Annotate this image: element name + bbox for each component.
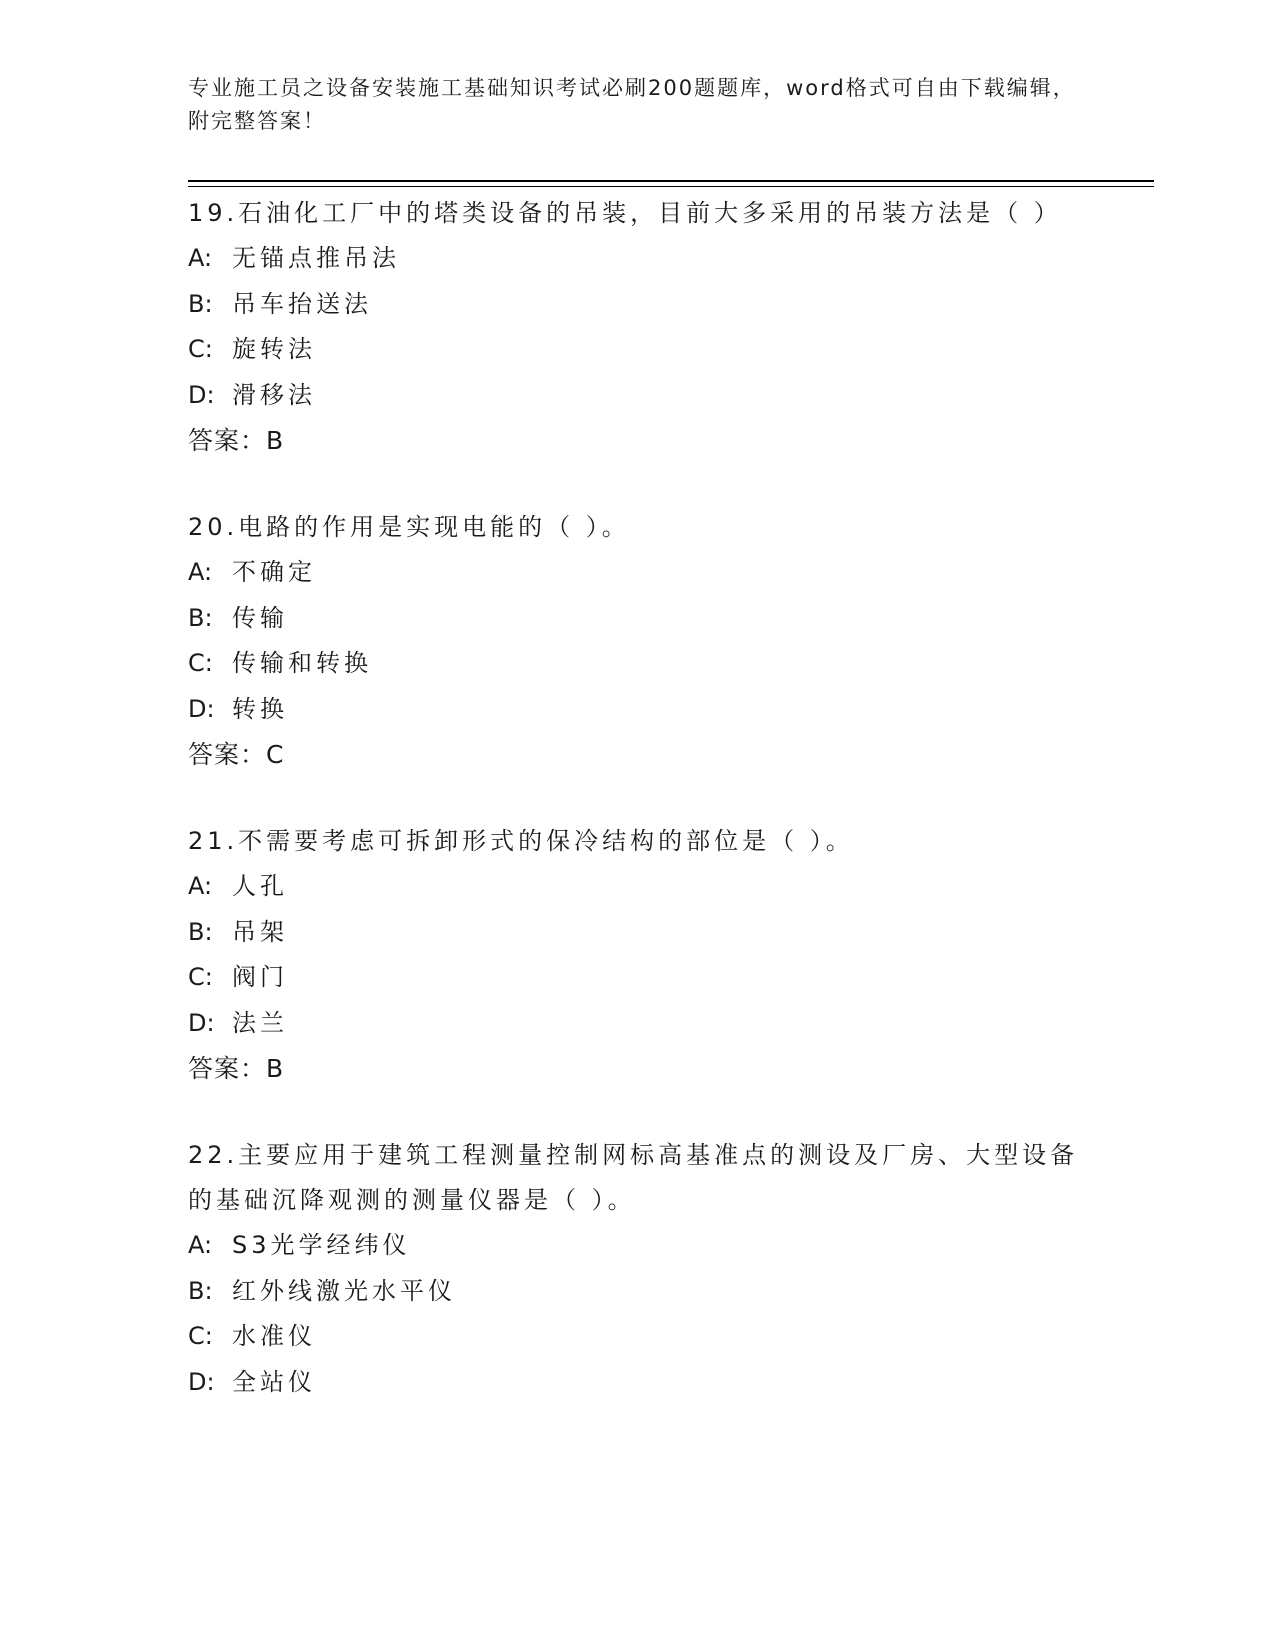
option-letter: D: xyxy=(188,1367,215,1396)
option-b xyxy=(188,596,1088,642)
option-a xyxy=(188,236,1088,282)
option-text: 滑移法 xyxy=(232,380,316,409)
option-text: 阀门 xyxy=(232,963,288,991)
question-22 xyxy=(188,1133,1088,1405)
option-text: 传输和转换 xyxy=(232,649,372,677)
option-b xyxy=(188,910,1088,956)
option-d xyxy=(188,1360,1088,1406)
header-divider-thick xyxy=(188,180,1154,182)
question-list xyxy=(188,191,1088,1405)
option-text: 传输 xyxy=(232,603,288,632)
answer-line: 答案：C xyxy=(188,740,285,769)
option-letter: A: xyxy=(188,872,213,900)
option-text: 旋转法 xyxy=(232,335,316,363)
option-a xyxy=(188,864,1088,910)
question-spacer xyxy=(188,463,1088,505)
option-c xyxy=(188,955,1088,1001)
option-c xyxy=(188,1314,1088,1360)
option-letter: C: xyxy=(188,335,213,363)
question-spacer xyxy=(188,777,1088,819)
option-a xyxy=(188,1223,1088,1269)
option-b xyxy=(188,1269,1088,1315)
document-header-title: 专业施工员之设备安装施工基础知识考试必刷200题题库，word格式可自由下载编辑，附完整答案！ xyxy=(188,76,1076,133)
option-letter: C: xyxy=(188,1322,213,1350)
option-c xyxy=(188,327,1088,373)
option-letter: B: xyxy=(188,1276,213,1305)
option-d xyxy=(188,1001,1088,1047)
option-text: 红外线激光水平仪 xyxy=(232,1276,456,1305)
question-spacer xyxy=(188,1091,1088,1133)
answer-line: 答案：B xyxy=(188,426,285,455)
option-text: 水准仪 xyxy=(232,1322,316,1350)
answer-line: 答案：B xyxy=(188,1054,285,1083)
question-stem: 20.电路的作用是实现电能的（ ）。 xyxy=(188,513,630,541)
question-stem: 21.不需要考虑可拆卸形式的保冷结构的部位是（ ）。 xyxy=(188,827,854,855)
option-letter: C: xyxy=(188,963,213,991)
option-text: 转换 xyxy=(232,694,288,723)
option-text: 法兰 xyxy=(232,1008,288,1037)
option-letter: D: xyxy=(188,1008,215,1037)
question-20 xyxy=(188,505,1088,777)
question-stem: 22.主要应用于建筑工程测量控制网标高基准点的测设及厂房、大型设备的基础沉降观测的测量仪器是（ ）。 xyxy=(188,1141,1079,1214)
option-letter: A: xyxy=(188,558,213,586)
option-text: S3光学经纬仪 xyxy=(232,1231,411,1259)
option-text: 吊车抬送法 xyxy=(232,289,372,318)
option-d xyxy=(188,687,1088,733)
option-letter: A: xyxy=(188,1231,213,1259)
option-letter: A: xyxy=(188,244,213,272)
option-b xyxy=(188,282,1088,328)
option-letter: B: xyxy=(188,917,213,946)
option-a xyxy=(188,550,1088,596)
option-text: 无锚点推吊法 xyxy=(232,244,400,272)
option-text: 全站仪 xyxy=(232,1367,316,1396)
header-divider-thin xyxy=(188,186,1154,187)
option-text: 不确定 xyxy=(232,558,316,586)
option-c xyxy=(188,641,1088,687)
option-letter: D: xyxy=(188,694,215,723)
question-19 xyxy=(188,191,1088,463)
option-letter: B: xyxy=(188,289,213,318)
option-text: 人孔 xyxy=(232,872,288,900)
option-letter: C: xyxy=(188,649,213,677)
option-letter: B: xyxy=(188,603,213,632)
option-letter: D: xyxy=(188,380,215,409)
option-d xyxy=(188,373,1088,419)
option-text: 吊架 xyxy=(232,917,288,946)
question-stem: 19.石油化工厂中的塔类设备的吊装，目前大多采用的吊装方法是（ ） xyxy=(188,199,1062,227)
question-21 xyxy=(188,819,1088,1091)
